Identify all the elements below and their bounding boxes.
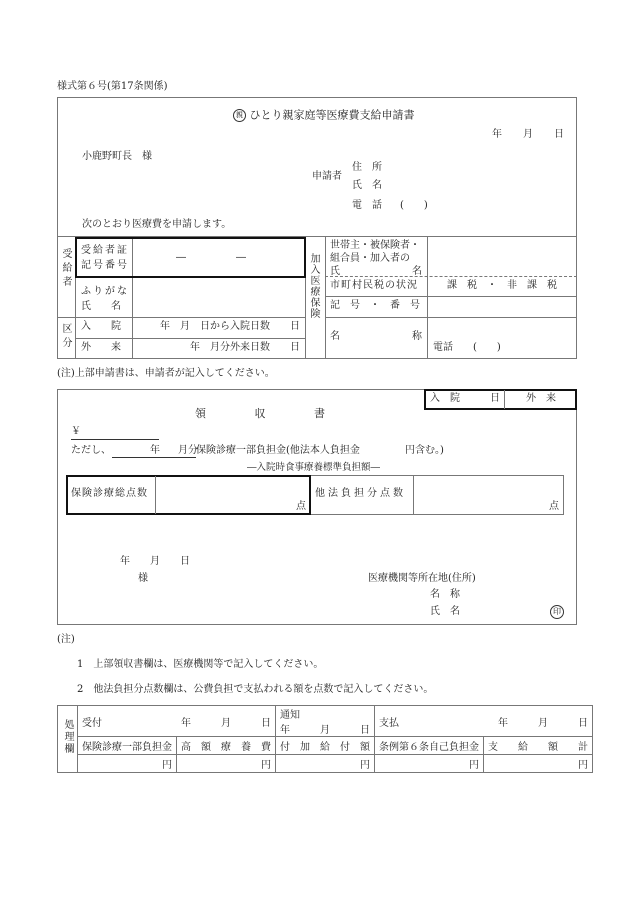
request-text: 次のとおり医療費を申請します。 xyxy=(82,219,232,230)
inpatient-label: 入 院 xyxy=(81,321,121,332)
divider xyxy=(325,296,577,297)
amount-cell[interactable]: 円 xyxy=(276,755,375,773)
total-points-label: 保険診療総点数 xyxy=(71,488,148,499)
burden-text: 保険診療一部負担金(他法本人負担金 xyxy=(196,445,360,456)
holder-label-2: 組合員・加入者の xyxy=(330,253,410,264)
meal-cost-text: ―入院時食事療養標準負担額― xyxy=(247,462,381,473)
divider xyxy=(413,476,414,514)
application-date[interactable]: 年 月 日 xyxy=(492,129,564,140)
name-label: 氏 名 xyxy=(352,180,382,191)
amount-cell[interactable]: 円 xyxy=(375,755,484,773)
tax-status-label: 市町村民税の状況 xyxy=(330,280,418,291)
divider xyxy=(75,338,305,339)
header-high-cost: 高 額 療 養 費 xyxy=(177,737,276,755)
single-parent-badge: 親 xyxy=(233,109,246,122)
received-date-cell[interactable]: 受付 年 月 日 xyxy=(78,706,276,737)
other-points-label: 他法負担分点数 xyxy=(315,488,406,499)
note-item: 1 上部領収書欄は、医療機関等で記入してください。 xyxy=(77,659,324,670)
cert-label-2: 記号番号 xyxy=(81,260,129,271)
receipt-amount-field[interactable]: ￥ xyxy=(71,427,159,440)
header-insurance-copay: 保険診療一部負担金 xyxy=(78,737,177,755)
address-label: 住 所 xyxy=(352,162,382,173)
however-label: ただし、 xyxy=(71,445,111,456)
recipient-section-label: 受給者 xyxy=(60,248,71,290)
note-applicant: (注)上部申請書は、申請者が記入してください。 xyxy=(57,368,275,379)
insurance-section-label: 加入医療保険 xyxy=(308,253,319,319)
other-points-field[interactable] xyxy=(416,478,562,512)
cert-label-1: 受給者証 xyxy=(81,245,129,256)
receipt-title: 領 収 書 xyxy=(195,407,325,420)
tax-status-choice[interactable]: 課 税 ・ 非 課 税 xyxy=(447,280,557,291)
note-item: 2 他法負担分点数欄は、公費負担で支払われる額を点数で記入してください。 xyxy=(77,684,434,695)
institution-name-label: 名 称 xyxy=(430,589,460,600)
notes-heading: (注) xyxy=(57,634,75,645)
outpatient-label: 外 来 xyxy=(81,342,121,353)
insurance-number-label: 記 号 ・ 番 号 xyxy=(330,300,420,311)
receipt-inpatient-label[interactable]: 入 院 xyxy=(430,393,460,404)
divider xyxy=(325,317,577,318)
cert-dash: ― xyxy=(236,252,246,263)
applicant-label: 申請者 xyxy=(312,171,342,182)
receipt-date[interactable]: 年 月 日 xyxy=(120,556,190,567)
processing-table xyxy=(57,705,593,773)
receipt-day-label: 日 xyxy=(490,393,500,404)
receipt-outpatient-label[interactable]: 外 来 xyxy=(526,393,556,404)
holder-label-1: 世帯主・被保険者・ xyxy=(330,240,420,251)
outpatient-days-field[interactable]: 年 月分外来日数 日 xyxy=(190,342,300,353)
cert-dash: ― xyxy=(176,252,186,263)
insurance-number-field[interactable] xyxy=(430,299,574,315)
recipient-name-label: 氏 名 xyxy=(81,301,121,312)
header-additional-benefit: 付 加 給 付 額 xyxy=(276,737,375,755)
amount-cell[interactable]: 円 xyxy=(484,755,593,773)
application-title: 親 ひとり親家庭等医療費支給申請書 xyxy=(233,109,415,122)
points-unit: 点 xyxy=(549,501,559,512)
furigana-label: ふりがな xyxy=(81,286,129,297)
points-unit: 点 xyxy=(296,501,306,512)
processing-section-label: 処理欄 xyxy=(58,706,78,773)
institution-address-label: 医療機関等所在地(住所) xyxy=(368,573,476,584)
insurer-phone-field[interactable]: 電話 ( ) xyxy=(433,342,501,353)
seal-icon: 印 xyxy=(550,605,564,619)
divider xyxy=(155,476,156,514)
institution-person-label: 氏 名 xyxy=(430,606,460,617)
inpatient-days-field[interactable]: 年 月 日から入院日数 日 xyxy=(160,321,300,332)
divider xyxy=(427,236,428,359)
certificate-number-field[interactable] xyxy=(75,237,306,278)
amount-cell[interactable]: 円 xyxy=(177,755,276,773)
phone-field[interactable]: ( ) xyxy=(400,200,428,211)
insurer-name-label: 名 称 xyxy=(330,331,422,342)
divider xyxy=(504,390,505,409)
holder-name-field[interactable] xyxy=(430,240,574,274)
total-points-field[interactable] xyxy=(158,478,308,512)
notified-date-cell[interactable]: 通知 年 月 日 xyxy=(276,706,375,737)
header-ordinance-copay: 条例第６条自己負担金 xyxy=(375,737,484,755)
recipient-name-field[interactable] xyxy=(135,280,303,316)
receipt-period-field[interactable]: 年 月分 xyxy=(112,446,196,458)
amount-cell[interactable]: 円 xyxy=(78,755,177,773)
holder-label-3: 氏 名 xyxy=(330,266,422,277)
phone-label: 電 話 xyxy=(352,200,382,211)
receipt-addressee-sama: 様 xyxy=(138,573,148,584)
addressee: 小鹿野町長 様 xyxy=(82,151,152,162)
yen-included-text: 円含む。) xyxy=(405,445,444,456)
header-total-payment: 支 給 額 計 xyxy=(484,737,593,755)
form-number: 様式第６号(第17条関係) xyxy=(57,81,168,92)
paid-date-cell[interactable]: 支払 年 月 日 xyxy=(375,706,593,737)
divider xyxy=(325,236,326,359)
divider xyxy=(57,317,305,318)
category-section-label: 区分 xyxy=(60,323,71,351)
